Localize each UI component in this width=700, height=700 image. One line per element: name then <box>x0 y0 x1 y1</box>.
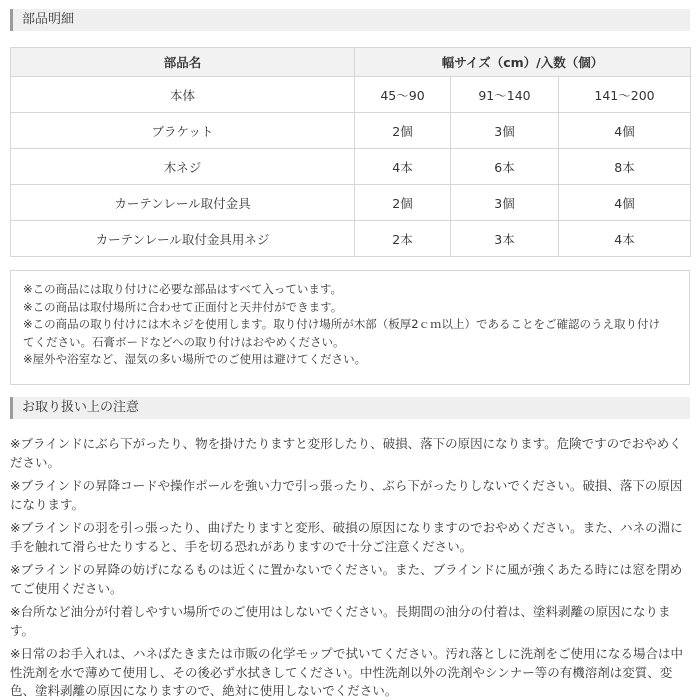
caution-item: ※日常のお手入れは、ハネばたきまたは市販の化学モップで拭いてください。汚れ落としに洗剤をご使用になる場合は中性洗剤を水で薄めて使用し、その後必ず水拭きしてください。中性洗剤以外の洗剤やシンナー等の有機溶剤は変質、変色、塗料剥離の原因になりますので、絶対に使用しないでください。 <box>10 646 683 698</box>
part-name-cell: 木ネジ <box>11 149 355 185</box>
table-row <box>11 221 691 257</box>
note-line: てください。石膏ボードなどへの取り付けはおやめください。 <box>23 334 345 349</box>
caution-item: ※ブラインドにぶら下がったり、物を掛けたりますと変形したり、破損、落下の原因になります。危険ですのでおやめください。 <box>10 436 682 470</box>
quantity-cell: 2本 <box>355 221 451 257</box>
quantity-cell: 4個 <box>559 185 691 221</box>
caution-item: ※ブラインドの昇降の妨げになるものは近くに置かないでください。また、ブラインドに風が強くあたる時には窓を閉めてご使用ください。 <box>10 562 683 596</box>
note-line: ※この商品には取り付けに必要な部品はすべて入っています。 <box>23 282 342 296</box>
caution-item: ※ブラインドの羽を引っ張ったり、曲げたりますと変形、破損の原因になりますのでおやめください。また、ハネの淵に手を触れて滑らせたりすると、手を切る恐れがありますので十分ご注意ください。 <box>10 520 683 554</box>
quantity-cell: 4個 <box>559 113 691 149</box>
parts-section-title: 部品明細 <box>22 12 75 27</box>
quantity-cell: 2個 <box>355 113 451 149</box>
parts-table <box>10 47 691 257</box>
note-line: ※屋外や浴室など、湿気の多い場所でのご使用は避けてください。 <box>23 352 367 366</box>
size-range-cell: 91〜140 <box>451 77 559 113</box>
part-name-cell: ブラケット <box>11 113 355 149</box>
caution-item: ※台所など油分が付着しやすい場所でのご使用はしないでください。長期間の油分の付着は、塗料剥離の原因になります。 <box>10 604 671 638</box>
quantity-cell: 3個 <box>451 185 559 221</box>
table-row <box>11 185 691 221</box>
parts-section-header <box>10 9 690 31</box>
notes-box <box>10 270 690 385</box>
part-name-cell: 本体 <box>11 77 355 113</box>
part-name-header: 部品名 <box>11 48 355 77</box>
caution-item: ※ブラインドの昇降コードや操作ポールを強い力で引っ張ったり、ぶら下がったりしないでください。破損、落下の原因になります。 <box>10 478 683 512</box>
note-line: ※この商品の取り付けには木ネジを使用します。取り付け場所が木部（板厚2ｃｍ以上）であることをご確認のうえ取り付け <box>23 317 661 331</box>
quantity-cell: 3本 <box>451 221 559 257</box>
caution-section-header <box>10 397 690 419</box>
caution-section-title: お取り扱い上の注意 <box>22 400 140 415</box>
part-name-cell: カーテンレール取付金具用ネジ <box>11 221 355 257</box>
caution-list <box>10 435 690 700</box>
part-name-cell: カーテンレール取付金具 <box>11 185 355 221</box>
quantity-cell: 4本 <box>355 149 451 185</box>
table-header-row <box>11 48 691 77</box>
size-range-cell: 141〜200 <box>559 77 691 113</box>
size-range-cell: 45〜90 <box>355 77 451 113</box>
size-quantity-header: 幅サイズ（cm）/入数（個） <box>355 48 691 77</box>
quantity-cell: 6本 <box>451 149 559 185</box>
quantity-cell: 2個 <box>355 185 451 221</box>
quantity-cell: 3個 <box>451 113 559 149</box>
quantity-cell: 4本 <box>559 221 691 257</box>
table-row <box>11 77 691 113</box>
quantity-cell: 8本 <box>559 149 691 185</box>
table-row <box>11 113 691 149</box>
note-line: ※この商品は取付場所に合わせて正面付と天井付ができます。 <box>23 299 343 314</box>
table-row <box>11 149 691 185</box>
